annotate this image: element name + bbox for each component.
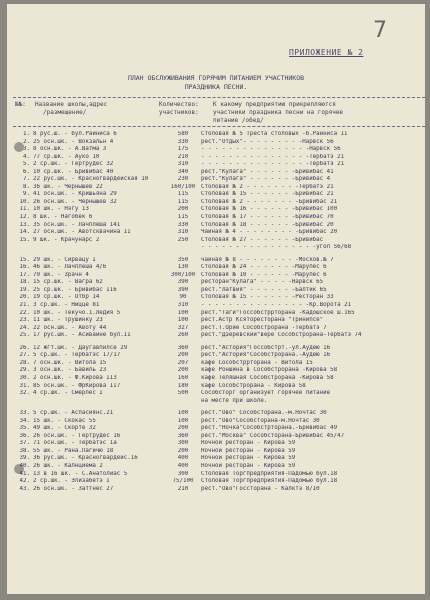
assigned-enterprise: Чайная № 4 - - - - - - - - -Бривибас 20 bbox=[201, 229, 338, 236]
row-number: 13. bbox=[19, 221, 30, 228]
table-row bbox=[17, 169, 425, 177]
participant-count: 300/100 bbox=[170, 271, 196, 278]
table-row bbox=[17, 222, 425, 230]
table-row bbox=[17, 325, 425, 333]
participant-count: 300 bbox=[177, 440, 189, 447]
participant-count: 310 bbox=[177, 161, 189, 168]
participant-count: 400 bbox=[177, 455, 189, 462]
appendix-label: ПРИЛОЖЕНИЕ № 2 bbox=[289, 48, 364, 57]
row-number: 20. bbox=[19, 294, 30, 301]
participant-count: 200 bbox=[177, 367, 189, 374]
header-quantity-line-2: участников: bbox=[159, 109, 199, 116]
row-number: 27. bbox=[19, 352, 30, 359]
school-address: 9 шк. - Крачунарс 2 bbox=[33, 236, 100, 243]
school-address: 8 рус.ш. - бул.Райниса 6 bbox=[33, 131, 117, 137]
assigned-enterprise: на месте при школе. bbox=[201, 397, 268, 404]
document-title-line-2: ПРАЗДНИКА ПЕСНИ. bbox=[184, 83, 248, 91]
assigned-enterprise: ресторан"Кулага" - - - - -Нарвск 65 bbox=[201, 279, 324, 286]
header-number: №№: bbox=[15, 101, 26, 108]
participant-count: 200 bbox=[177, 352, 189, 359]
document-page bbox=[7, 4, 425, 594]
table-row bbox=[17, 206, 425, 214]
table-row bbox=[17, 139, 425, 147]
participant-count: 300 bbox=[177, 470, 189, 477]
school-address: 2 осн.шк. - Ф.Кирова II3 bbox=[33, 374, 117, 381]
participant-count: 400 bbox=[177, 462, 189, 469]
table-row bbox=[17, 184, 425, 192]
row-number: 15. bbox=[19, 256, 30, 263]
table-row bbox=[17, 410, 425, 418]
row-number: 24. bbox=[19, 324, 30, 331]
assigned-enterprise: рест."Астория"Госсобстрт.-ул.Аудею 16 bbox=[201, 344, 331, 351]
row-number: 26. bbox=[19, 344, 30, 351]
row-number: 1. bbox=[23, 131, 30, 137]
assigned-enterprise: Столовая № 2 - - - - - - - -Бривибас 21 bbox=[201, 198, 338, 205]
school-address: 10 шк. - Текучо.1.Ледия 5 bbox=[33, 309, 121, 316]
participant-count bbox=[165, 398, 201, 406]
assigned-enterprise: Столовая № 27 - - - - - - -Бривибас bbox=[201, 236, 324, 243]
table-row bbox=[17, 486, 425, 494]
assigned-enterprise: Столовая № 2 - - - - - - - -Тербатэ 21 bbox=[201, 183, 334, 190]
participant-count: 200 bbox=[177, 425, 189, 432]
participant-count: 75/100 bbox=[172, 478, 194, 485]
row-number: 15. bbox=[19, 236, 30, 243]
table-row bbox=[17, 287, 425, 295]
participant-count: 207 bbox=[177, 359, 189, 366]
handwritten-page-number: 7 bbox=[373, 18, 387, 43]
row-number: 12. bbox=[19, 214, 30, 221]
row-number: 33. bbox=[19, 410, 30, 417]
school-address: 11 шк. - Трушинку 23 bbox=[33, 317, 103, 324]
table-row bbox=[17, 191, 425, 199]
table-row bbox=[17, 229, 425, 237]
assigned-enterprise: рест."Астория"Сособстрорана.-Аудею 16 bbox=[201, 352, 331, 359]
assigned-enterprise: Ночной ресторан - Кирова 59 bbox=[201, 455, 296, 462]
assigned-enterprise: Столовая № 15 - - - - - - -Ресторан 33 bbox=[201, 294, 334, 301]
participant-count: 210 bbox=[177, 485, 189, 492]
participant-count: 310 bbox=[177, 302, 189, 309]
school-address: 71 осн.шк. - Тербатэс 1а bbox=[33, 440, 117, 447]
school-address: 15 ср.шк. - Вагра 62 bbox=[33, 279, 103, 286]
table-row bbox=[17, 390, 425, 398]
table-row bbox=[17, 264, 425, 272]
participant-count: 350 bbox=[177, 256, 189, 263]
participant-count: 580 bbox=[177, 131, 189, 137]
school-table-body bbox=[17, 131, 425, 493]
participant-count bbox=[165, 244, 201, 252]
school-address: 26 осн.шк. - Заттнес 27 bbox=[33, 485, 114, 492]
row-number: 30. bbox=[19, 374, 30, 381]
participant-count: 260 bbox=[177, 332, 189, 339]
row-number: 10. bbox=[19, 198, 30, 205]
school-address: 5 ср.шк. - Тербатэс 17/17 bbox=[33, 352, 121, 359]
table-row bbox=[17, 360, 425, 368]
participant-count: 360 bbox=[177, 344, 189, 351]
header-bottom-rule bbox=[13, 126, 425, 127]
school-address: 17 рус.шк. - Асиваине бул.II bbox=[33, 332, 131, 339]
row-number: 5. bbox=[23, 161, 30, 168]
school-address: 22 рус.шк. - Красногвардейская 10 bbox=[33, 176, 149, 183]
school-address: 10 ср.шк. - Бривибас 40 bbox=[33, 168, 114, 175]
participant-count: 100 bbox=[177, 317, 189, 324]
row-number: 9. bbox=[23, 191, 30, 198]
table-row bbox=[17, 448, 425, 456]
assigned-enterprise: рест.Астр Ксяторесторана "Тринипсе" bbox=[201, 317, 324, 324]
assigned-enterprise: Столовая № 15 - - - - - - -Бривибас 21 bbox=[201, 191, 334, 198]
assigned-enterprise: Столовая № 24 - - - - - - -Марупес 6 bbox=[201, 264, 327, 271]
participant-count: 115 bbox=[177, 214, 189, 221]
assigned-enterprise: Столовая № 18 - - - - - - -Бривибас 20 bbox=[201, 221, 334, 228]
school-address: 77 ср.шк. - Ауко 10 bbox=[33, 153, 100, 160]
table-row bbox=[17, 317, 425, 325]
assigned-enterprise: рест."Кулага" - - - - - - -Бривибас 4 bbox=[201, 176, 331, 183]
row-number: 38. bbox=[19, 447, 30, 454]
participant-count: 250 bbox=[177, 236, 189, 243]
assigned-enterprise: Ночной ресторан - Кирова 59 bbox=[201, 440, 296, 447]
table-row bbox=[17, 294, 425, 302]
participant-count: 160/100 bbox=[170, 183, 196, 190]
assigned-enterprise: Столовая № 5 Треста столовых -б.Райниса II bbox=[201, 131, 348, 137]
participant-count: 330 bbox=[177, 221, 189, 228]
header-enterprise-line-1: К какому предприятию прикрепляются bbox=[213, 101, 336, 108]
table-row bbox=[17, 375, 425, 383]
table-row bbox=[17, 367, 425, 375]
row-number: 14. bbox=[19, 229, 30, 236]
assigned-enterprise: кафе Сособстррторана - Витола 15 bbox=[201, 359, 313, 366]
assigned-enterprise: - - - - - - - - - - - - - - - - -угол 56/68 bbox=[201, 244, 352, 251]
row-number: 32. bbox=[19, 390, 30, 397]
assigned-enterprise: Столовая Торгпредприятия-Падомью бул.18 bbox=[201, 478, 338, 485]
school-address bbox=[33, 398, 165, 406]
table-row bbox=[17, 440, 425, 448]
row-number: 34. bbox=[19, 417, 30, 424]
school-address: 15 шк. - Скокас 55 bbox=[33, 417, 96, 424]
participant-count: 90 bbox=[179, 294, 187, 301]
participant-count: 360 bbox=[177, 432, 189, 439]
assigned-enterprise: Столовая Торгпредприятия-Падомью бул.18 bbox=[201, 470, 338, 477]
participant-count: 340 bbox=[177, 168, 189, 175]
assigned-enterprise: кафе Роншина в Сособстрорана -Кирова 58 bbox=[201, 367, 338, 374]
school-address: 8 шк. - Нагобек 6 bbox=[33, 214, 93, 221]
table-row bbox=[17, 302, 425, 310]
assigned-enterprise: Столовая № 10 - - - - - - -Марупес 6 bbox=[201, 271, 327, 278]
school-address: 49 шк. - Скорте 32 bbox=[33, 425, 96, 432]
assigned-enterprise: рест."Ово"Госсторана - Калктэ 8/10 bbox=[201, 485, 320, 492]
school-address: 27 осн.шк. - Авотсквачина II bbox=[33, 229, 131, 236]
assigned-enterprise: рест."Таги"Госсобстррторана -Кадошское ш.165 bbox=[201, 309, 355, 316]
table-row bbox=[17, 161, 425, 169]
assigned-enterprise: рест."Ово" Сособсторана.-м.Ночтас 30 bbox=[201, 410, 327, 417]
row-number: 3. bbox=[23, 146, 30, 153]
table-row bbox=[17, 332, 425, 340]
school-address: 35 осн.шк. - Лачплеша 141 bbox=[33, 221, 121, 228]
table-row bbox=[17, 471, 425, 479]
table-row bbox=[17, 418, 425, 426]
school-address: 36 шк. - Чернышев 22 bbox=[33, 183, 103, 190]
participant-count: 100 bbox=[177, 309, 189, 316]
school-address: 12 жгт.шк. - Даугавпилсе 29 bbox=[33, 344, 128, 351]
row-number: 37. bbox=[19, 440, 30, 447]
row-number: 17. bbox=[19, 271, 30, 278]
assigned-enterprise: - - - - - - - - - - - - - - - -Нарвск 56 bbox=[201, 146, 341, 153]
row-number: 7. bbox=[23, 176, 30, 183]
school-address: 25 ср.шк. - Бривибас II6 bbox=[33, 286, 117, 293]
row-number: 41. bbox=[19, 470, 30, 477]
school-address: 29 шк. - Сирвацу I bbox=[33, 256, 96, 263]
assigned-enterprise: рест."Москва" Сособсторана-Бривибас 45/47 bbox=[201, 432, 345, 439]
participant-count: 180 bbox=[177, 382, 189, 389]
participant-count: 100 bbox=[177, 417, 189, 424]
assigned-enterprise: Сособсторг организует горячее питание bbox=[201, 390, 331, 397]
school-address: 10 шк. - Нэгу 13 bbox=[33, 206, 89, 213]
table-row bbox=[17, 154, 425, 162]
header-top-rule bbox=[13, 97, 425, 98]
table-row bbox=[17, 214, 425, 222]
participant-count: 500 bbox=[177, 390, 189, 397]
school-address: 25 осн.шк. - Вокзальн 4 bbox=[33, 138, 114, 145]
participant-count: 390 bbox=[177, 279, 189, 286]
row-number: 16. bbox=[19, 264, 30, 271]
school-address: 19 ср.шк. - Отбр 14 bbox=[33, 294, 100, 301]
school-address: 2 ср.шк. - Элизабетэ I bbox=[33, 478, 110, 485]
school-address: 8 осн.шк. - А.Ватма 3 bbox=[33, 146, 107, 153]
header-quantity-line-1: Количество: bbox=[159, 101, 199, 108]
row-number: 28. bbox=[19, 359, 30, 366]
row-number: 40. bbox=[19, 462, 30, 469]
table-row bbox=[17, 383, 425, 391]
assigned-enterprise: кафе Сособстрорана - Кирова 58 bbox=[201, 382, 306, 389]
school-address: 5 ср.шк. - Аспасиянс.21 bbox=[33, 410, 114, 417]
school-address: 26 осн.шк. - Чернышев 32 bbox=[33, 198, 117, 205]
school-address bbox=[33, 244, 165, 252]
school-address: 79 шк. - Зрачн 4 bbox=[33, 271, 89, 278]
participant-count: 230 bbox=[177, 176, 189, 183]
school-address: 36 рус.шк. - Красногвардейс.16 bbox=[33, 455, 138, 462]
school-address: 22 осн.шк. - Авоту 44 bbox=[33, 324, 107, 331]
row-number: 2. bbox=[23, 138, 30, 145]
row-number: 25. bbox=[19, 332, 30, 339]
assigned-enterprise: рест."Кулага" - - - - - - -Бривибас 41 bbox=[201, 168, 334, 175]
participant-count: 100 bbox=[177, 410, 189, 417]
participant-count: 390 bbox=[177, 286, 189, 293]
table-row bbox=[17, 463, 425, 471]
row-number: 21. bbox=[19, 302, 30, 309]
assigned-enterprise: Столовая № 16 - - - - - - -Бривибас 100 bbox=[201, 206, 338, 213]
row-number: 39. bbox=[19, 455, 30, 462]
participant-count: 175 bbox=[177, 146, 189, 153]
table-row bbox=[17, 478, 425, 486]
row-number: 4. bbox=[23, 153, 30, 160]
assigned-enterprise: кафе Теляшная Сособстрорана -Кирова 58 bbox=[201, 374, 334, 381]
table-row bbox=[17, 345, 425, 353]
table-row bbox=[17, 131, 425, 139]
table-row bbox=[17, 455, 425, 463]
assigned-enterprise: рест."Латвия" - - - - - - -Балтик 65 bbox=[201, 286, 327, 293]
school-address: 55 шк. - Рана.Пагичю 18 bbox=[33, 447, 114, 454]
row-number: 35. bbox=[19, 425, 30, 432]
row-number: 29. bbox=[19, 367, 30, 374]
row-number: 23. bbox=[19, 317, 30, 324]
school-address: 3 осн.шк. - Бавиль 23 bbox=[33, 367, 107, 374]
participant-count: 330 bbox=[177, 138, 189, 145]
table-row bbox=[17, 199, 425, 207]
assigned-enterprise: рест."Ово"Сособсторана-м.Ночтас 30 bbox=[201, 417, 320, 424]
participant-count: 200 bbox=[177, 206, 189, 213]
row-number: 11. bbox=[19, 206, 30, 213]
header-enterprise-line-3: питание /обед/ bbox=[213, 117, 264, 124]
row-number: 6. bbox=[23, 168, 30, 175]
assigned-enterprise: - - - - - - - - - - - - - - - -Тербатэ 21 bbox=[201, 153, 345, 160]
table-row bbox=[17, 398, 425, 406]
school-address: 3 ср.шк. - Ницце 81 bbox=[33, 302, 100, 309]
school-address: 26 шк. - Калнциема 2 bbox=[33, 462, 103, 469]
table-row bbox=[17, 176, 425, 184]
row-number: 36. bbox=[19, 432, 30, 439]
school-address: 2 ср.шк. - Гертрудес 32 bbox=[33, 161, 114, 168]
table-row bbox=[17, 272, 425, 280]
assigned-enterprise: Столовая № 17 - - - - - - -Бривибас 70 bbox=[201, 214, 334, 221]
row-number: 8. bbox=[23, 183, 30, 190]
table-row bbox=[17, 352, 425, 360]
row-number: 22. bbox=[19, 309, 30, 316]
table-row bbox=[17, 146, 425, 154]
school-address: 46 шк. - Лачплеша 4/6 bbox=[33, 264, 107, 271]
table-row bbox=[17, 425, 425, 433]
school-address: 85 осн.шк. - ФрКирова II7 bbox=[33, 382, 121, 389]
table-row bbox=[17, 237, 425, 245]
header-enterprise-line-2: участники праздника песни на горячее bbox=[213, 109, 344, 116]
participant-count: 327 bbox=[177, 324, 189, 331]
assigned-enterprise: рест."Ночка"Сособстрторана.-Бривибас 49 bbox=[201, 425, 338, 432]
assigned-enterprise: Ночной ресторан - Кирова 59 bbox=[201, 447, 296, 454]
assigned-enterprise: - - - - - - - - - - - - - - - -Кр.Ворота 21 bbox=[201, 302, 352, 309]
row-number bbox=[17, 398, 33, 406]
assigned-enterprise: рест."Дзеревский"вере Сособстрорана-Тербатэ 74 bbox=[201, 332, 362, 339]
participant-count: 130 bbox=[177, 264, 189, 271]
participant-count: 115 bbox=[177, 191, 189, 198]
row-number: 43. bbox=[19, 485, 30, 492]
row-number: 18. bbox=[19, 279, 30, 286]
participant-count: 310 bbox=[177, 229, 189, 236]
assigned-enterprise: рест."Отдых"- - - - - - - - -Нарвск 56 bbox=[201, 138, 334, 145]
header-address-line-2: /размещение/ bbox=[43, 109, 87, 116]
assigned-enterprise: - - - - - - - - - - - - - - - -Тербатэ 21 bbox=[201, 161, 345, 168]
row-number: 19. bbox=[19, 286, 30, 293]
table-row bbox=[17, 433, 425, 441]
school-address: 13 в 16 шк. - С.Анатолиас 5 bbox=[33, 470, 128, 477]
participant-count: 115 bbox=[177, 198, 189, 205]
row-number bbox=[17, 244, 33, 252]
school-address: 26 осн.шк. - Гертрудес 16 bbox=[33, 432, 121, 439]
participant-count: 160 bbox=[177, 374, 189, 381]
document-title-line-1: ПЛАН ОБСЛУЖИВАНИЯ ГОРЯЧИМ ПИТАНИЕМ УЧАСТНИКОВ bbox=[127, 74, 305, 82]
row-number: 31. bbox=[19, 382, 30, 389]
table-row bbox=[17, 257, 425, 265]
assigned-enterprise: рест.Т.Орие Сособстрорана -Тербатэ 7 bbox=[201, 324, 327, 331]
table-row bbox=[17, 279, 425, 287]
table-row bbox=[17, 244, 425, 252]
school-address: 4 ср.шк. - Смерлес I bbox=[33, 390, 103, 397]
row-number: 42. bbox=[19, 478, 30, 485]
assigned-enterprise: Ночной ресторан - Кирова 59 bbox=[201, 462, 296, 469]
participant-count: 210 bbox=[177, 153, 189, 160]
participant-count: 200 bbox=[177, 447, 189, 454]
school-address: 7 осн.шк. - Витола 15 bbox=[33, 359, 107, 366]
header-address-line-1: Название школы,адрес bbox=[35, 101, 108, 108]
table-row bbox=[17, 310, 425, 318]
assigned-enterprise: чайная № 8 - - - - - - - - -Москов.№ 7 bbox=[201, 256, 334, 263]
school-address: 41 осн.шк. - Кришьяна 29 bbox=[33, 191, 117, 198]
